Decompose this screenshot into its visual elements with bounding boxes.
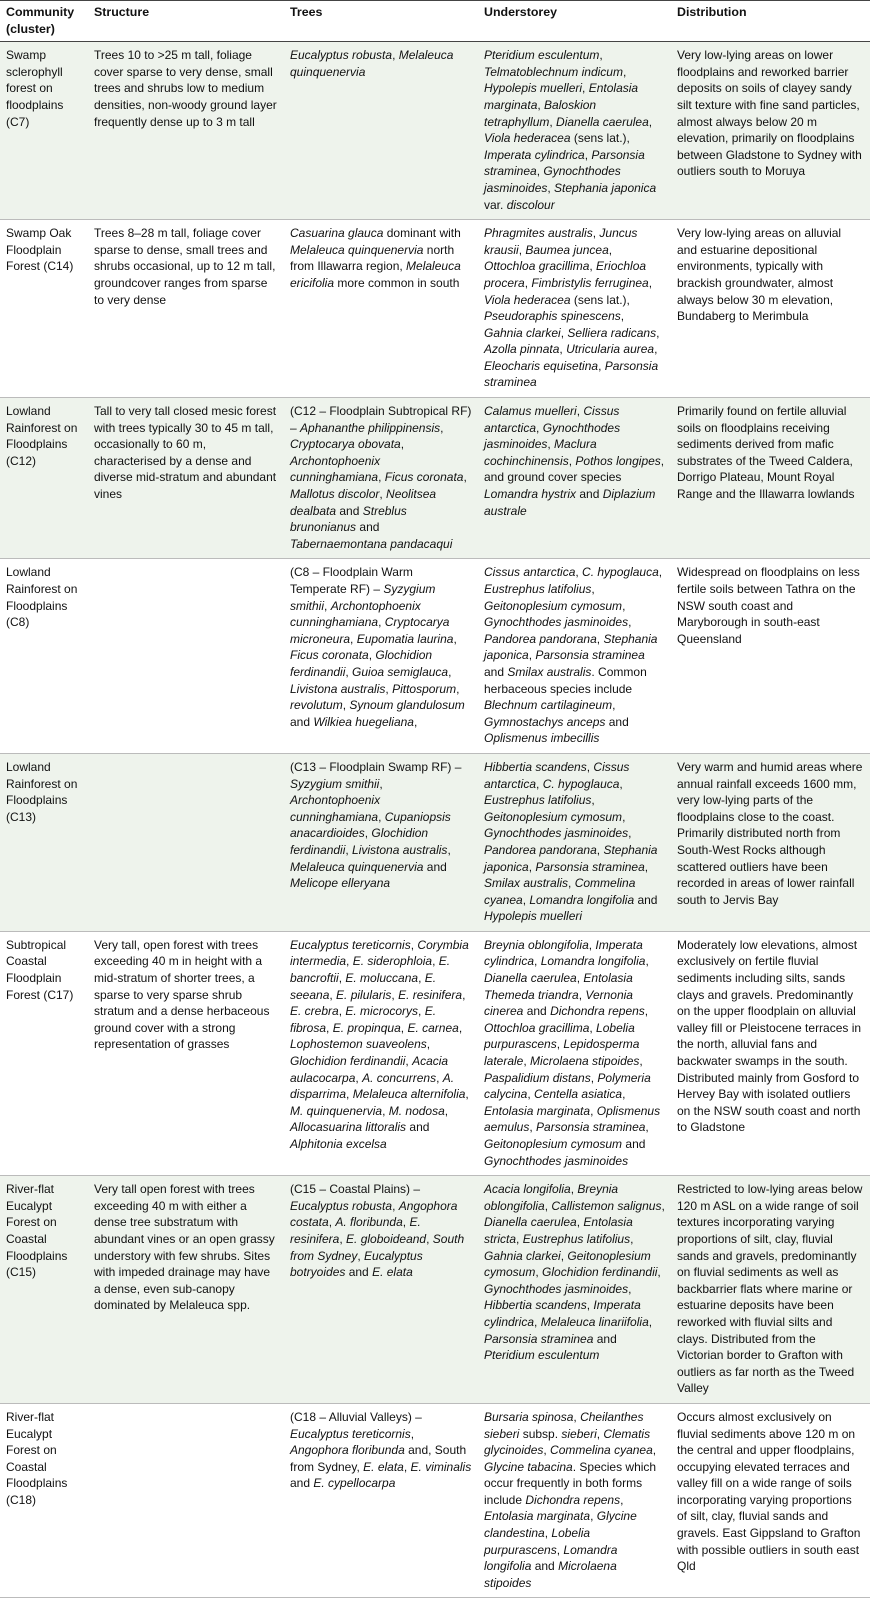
cell-community: River-flat Eucalypt Forest on Coastal Floodplains (C18) [0, 1403, 88, 1598]
cell-trees: (C8 – Floodplain Warm Temperate RF) – Syzygium smithii, Archontophoenix cunninghamiana, Cryptocarya microneura, Eupomatia laurina, Ficus coronata, Glochidion ferdinandii, Guioa semiglauca, Livistona australis, Pittosporum, revolutum, Synoum glandulosum and Wilkiea huegeliana, [284, 559, 478, 754]
cell-trees: Eucalyptus tereticornis, Corymbia intermedia, E. siderophloia, E. bancroftii, E. moluccana, E. seeana, E. pilularis, E. resinifera, E. crebra, E. microcorys, E. fibrosa, E. propinqua, E. carnea, Lophostemon suaveolens, Glochidion ferdinandii, Acacia aulacocarpa, A. concurrens, A. disparrima, Melaleuca alternifolia, M. quinquenervia, M. nodosa, Allocasuarina littoralis and Alphitonia excelsa [284, 931, 478, 1175]
header-distribution: Distribution [671, 1, 870, 42]
cell-distribution: Very low-lying areas on alluvial and estuarine depositional environments, typically with brackish groundwater, almost always below 30 m elevation, Bundaberg to Merimbula [671, 220, 870, 398]
cell-community: Subtropical Coastal Floodplain Forest (C17) [0, 931, 88, 1175]
cell-understorey: Phragmites australis, Juncus krausii, Baumea juncea, Ottochloa gracillima, Eriochloa procera, Fimbristylis ferruginea, Viola hederacea (sens lat.), Pseudoraphis spinescens, Gahnia clarkei, Selliera radicans, Azolla pinnata, Utricularia aurea, Eleocharis equisetina, Parsonsia straminea [478, 220, 671, 398]
cell-trees: (C13 – Floodplain Swamp RF) – Syzygium smithii, Archontophoenix cunninghamiana, Cupaniopsis anacardioides, Glochidion ferdinandii, Livistona australis, Melaleuca quinquenervia and Melicope elleryana [284, 753, 478, 931]
table-row [0, 220, 870, 398]
table-header-row [0, 1, 870, 42]
cell-trees: (C15 – Coastal Plains) – Eucalyptus robusta, Angophora costata, A. floribunda, E. resinifera, E. globoideand, South from Sydney, Eucalyptus botryoides and E. elata [284, 1176, 478, 1404]
cell-trees: (C12 – Floodplain Subtropical RF) – Aphananthe philippinensis, Cryptocarya obovata, Archontophoenix cunninghamiana, Ficus coronata, Mallotus discolor, Neolitsea dealbata and Streblus brunonianus and Tabernaemontana pandacaqui [284, 398, 478, 559]
header-structure: Structure [88, 1, 284, 42]
header-community: Community (cluster) [0, 1, 88, 42]
table-row [0, 931, 870, 1175]
cell-trees: Casuarina glauca dominant with Melaleuca quinquenervia north from Illawarra region, Melaleuca ericifolia more common in south [284, 220, 478, 398]
cell-structure [88, 559, 284, 754]
table-body [0, 42, 870, 1598]
cell-community: Lowland Rainforest on Floodplains (C8) [0, 559, 88, 754]
cell-structure [88, 1403, 284, 1598]
cell-community: Swamp sclerophyll forest on floodplains (C7) [0, 42, 88, 220]
cell-distribution: Moderately low elevations, almost exclusively on fertile fluvial sediments including silts, sands clays and gravels. Predominantly on the upper floodplain on alluvial valley fill or Pleistocene terraces in the north, alluvial fans and backwater swamps in the south. Distributed mainly from Gosford to Hervey Bay with isolated outliers on the NSW south coast and north to Gladstone [671, 931, 870, 1175]
cell-trees: Eucalyptus robusta, Melaleuca quinquenervia [284, 42, 478, 220]
cell-structure: Trees 10 to >25 m tall, foliage cover sparse to very dense, small trees and shrubs low to medium densities, non-woody ground layer frequently dense up to 3 m tall [88, 42, 284, 220]
table-row [0, 753, 870, 931]
header-trees: Trees [284, 1, 478, 42]
cell-understorey: Hibbertia scandens, Cissus antarctica, C. hypoglauca, Eustrephus latifolius, Geitonoplesium cymosum, Gynochthodes jasminoides, Pandorea pandorana, Stephania japonica, Parsonsia straminea, Smilax australis, Commelina cyanea, Lomandra longifolia and Hypolepis muelleri [478, 753, 671, 931]
cell-understorey: Acacia longifolia, Breynia oblongifolia, Callistemon salignus, Dianella caerulea, Entolasia stricta, Eustrephus latifolius, Gahnia clarkei, Geitonoplesium cymosum, Glochidion ferdinandii, Gynochthodes jasminoides, Hibbertia scandens, Imperata cylindrica, Melaleuca linariifolia, Parsonsia straminea and Pteridium esculentum [478, 1176, 671, 1404]
table-row [0, 398, 870, 559]
cell-understorey: Cissus antarctica, C. hypoglauca, Eustrephus latifolius, Geitonoplesium cymosum, Gynochthodes jasminoides, Pandorea pandorana, Stephania japonica, Parsonsia straminea and Smilax australis. Common herbaceous species include Blechnum cartilagineum, Gymnostachys anceps and Oplismenus imbecillis [478, 559, 671, 754]
cell-distribution: Occurs almost exclusively on fluvial sediments above 120 m on the central and upper floodplains, occupying elevated terraces and valley fill on a wide range of soils incorporating varying proportions of silt, clay, fluvial sands and gravels. East Gippsland to Grafton with possible outliers in south east Qld [671, 1403, 870, 1598]
table-row [0, 1403, 870, 1598]
cell-understorey: Pteridium esculentum, Telmatoblechnum indicum, Hypolepis muelleri, Entolasia marginata, Baloskion tetraphyllum, Dianella caerulea, Viola hederacea (sens lat.), Imperata cylindrica, Parsonsia straminea, Gynochthodes jasminoides, Stephania japonica var. discolour [478, 42, 671, 220]
cell-structure: Very tall, open forest with trees exceeding 40 m in height with a mid-stratum of shorter trees, a sparse to very sparse shrub stratum and a dense herbaceous ground cover with a strong representation of grasses [88, 931, 284, 1175]
table-row [0, 42, 870, 220]
cell-structure: Tall to very tall closed mesic forest with trees typically 30 to 45 m tall, occasionally to 60 m, characterised by a dense and diverse mid-stratum and abundant vines [88, 398, 284, 559]
cell-distribution: Very low-lying areas on lower floodplains and reworked barrier deposits on soils of clayey sandy silt texture with fine sand particles, almost always below 20 m elevation, primarily on floodplains between Gladstone to Sydney with outliers south to Moruya [671, 42, 870, 220]
header-understorey: Understorey [478, 1, 671, 42]
cell-community: Lowland Rainforest on Floodplains (C12) [0, 398, 88, 559]
cell-distribution: Very warm and humid areas where annual rainfall exceeds 1600 mm, very low-lying parts of the floodplains close to the coast. Primarily distributed north from South-West Rocks although scattered outliers have been recorded in areas of lower rainfall south to Jervis Bay [671, 753, 870, 931]
cell-community: Swamp Oak Floodplain Forest (C14) [0, 220, 88, 398]
cell-trees: (C18 – Alluvial Valleys) – Eucalyptus tereticornis, Angophora floribunda and, South from Sydney, E. elata, E. viminalis and E. cypellocarpa [284, 1403, 478, 1598]
cell-understorey: Bursaria spinosa, Cheilanthes sieberi subsp. sieberi, Clematis glycinoides, Commelina cyanea, Glycine tabacina. Species which occur frequently in both forms include Dichondra repens, Entolasia marginata, Glycine clandestina, Lobelia purpurascens, Lomandra longifolia and Microlaena stipoides [478, 1403, 671, 1598]
cell-structure: Trees 8–28 m tall, foliage cover sparse to dense, small trees and shrubs occasional, up to 12 m tall, groundcover ranges from sparse to very dense [88, 220, 284, 398]
cell-distribution: Primarily found on fertile alluvial soils on floodplains receiving sediments derived from mafic substrates of the Tweed Caldera, Dorrigo Plateau, Mount Royal Range and the Illawarra lowlands [671, 398, 870, 559]
table-row [0, 559, 870, 754]
cell-distribution: Restricted to low-lying areas below 120 m ASL on a wide range of soil textures incorporating varying proportions of silt, clay, fluvial sands and gravels, predominantly on fluvial sediments as well as backbarrier flats where marine or estuarine deposits have been reworked with fluvial silts and clays. Distributed from the Victorian border to Grafton with outliers as far north as the Tweed Valley [671, 1176, 870, 1404]
cell-community: Lowland Rainforest on Floodplains (C13) [0, 753, 88, 931]
cell-structure: Very tall open forest with trees exceeding 40 m with either a dense tree substratum with abundant vines or an open grassy understory with few shrubs. Sites with impeded drainage may have a dense, even sub-canopy dominated by Melaleuca spp. [88, 1176, 284, 1404]
cell-understorey: Breynia oblongifolia, Imperata cylindrica, Lomandra longifolia, Dianella caerulea, Entolasia Themeda triandra, Vernonia cinerea and Dichondra repens, Ottochloa gracillima, Lobelia purpurascens, Lepidosperma laterale, Microlaena stipoides, Paspalidium distans, Polymeria calycina, Centella asiatica, Entolasia marginata, Oplismenus aemulus, Parsonsia straminea, Geitonoplesium cymosum and Gynochthodes jasminoides [478, 931, 671, 1175]
cell-understorey: Calamus muelleri, Cissus antarctica, Gynochthodes jasminoides, Maclura cochinchinensis, Pothos longipes, and ground cover species Lomandra hystrix and Diplazium australe [478, 398, 671, 559]
cell-community: River-flat Eucalypt Forest on Coastal Floodplains (C15) [0, 1176, 88, 1404]
cell-structure [88, 753, 284, 931]
cell-distribution: Widespread on floodplains on less fertile soils between Tathra on the NSW south coast and Maryborough in south-east Queensland [671, 559, 870, 754]
table-row [0, 1176, 870, 1404]
